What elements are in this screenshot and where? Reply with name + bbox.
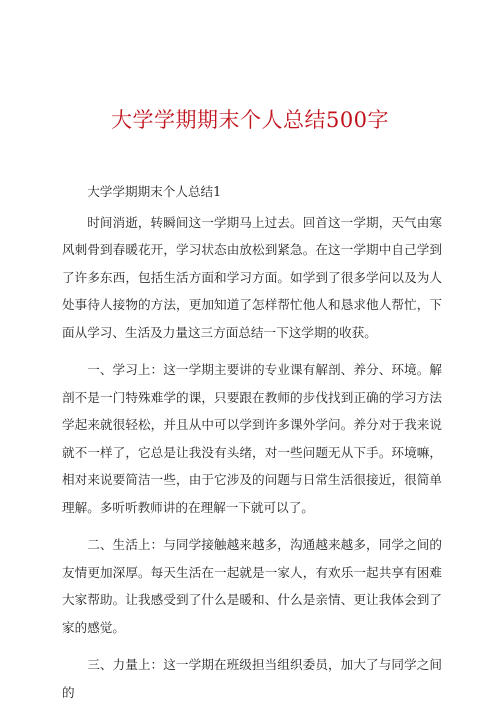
paragraph-intro: 时间消逝，转瞬间这一学期马上过去。回首这一学期，天气由寒风刺骨到春暖花开，学习状态由放松到紧急。在这一学期中自己学到了许多东西，包括生活方面和学习方面。如学到了很多学问以及为人处事待人接物的方法，更加知道了怎样帮忙他人和恳求他人帮忙，下面从学习、生活及力量这三方面总结一下这学期的收获。	[62, 214, 442, 340]
paragraph-study: 一、学习上：这一学期主要讲的专业课有解剖、养分、环境。解剖不是一门特殊难学的课，只要跟在教师的步伐找到正确的学习方法学起来就很轻松，并且从中可以学到许多课外学问。养分对于我来说就不一样了，它总是让我没有头绪，对一些问题无从下手。环境嘛，相对来说要简洁一些，由于它涉及的问题与日常生活很接近，很简单理解。多听听教师讲的在理解一下就可以了。	[62, 362, 442, 515]
paragraph-life: 二、生活上：与同学接触越来越多，沟通越来越多，同学之间的友情更加深厚。每天生活在一起就是一家人，有欢乐一起共享有困难大家帮助。让我感受到了什么是暖和、什么是亲情、更让我体会到了家的感觉。	[62, 537, 442, 635]
document-title: 大学学期期末个人总结500字	[110, 108, 390, 132]
paragraph-ability: 三、力量上：这一学期在班级担当组织委员，加大了与同学之间的	[62, 657, 442, 700]
document-subtitle: 大学学期期末个人总结1	[87, 184, 222, 199]
document-body	[62, 178, 442, 706]
